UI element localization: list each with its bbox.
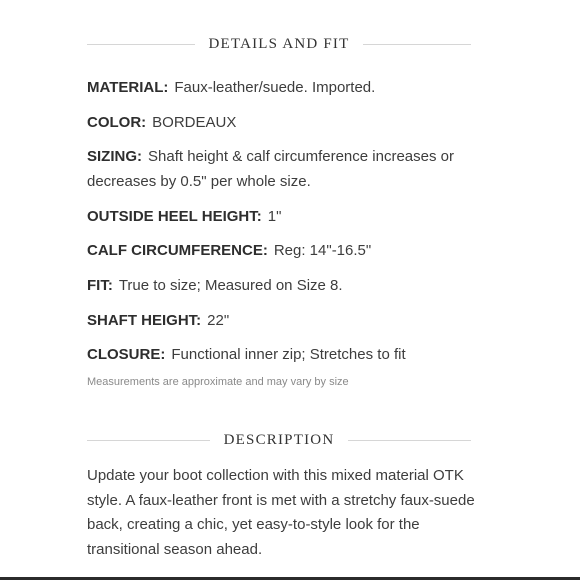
detail-value: Faux-leather/suede. Imported. — [174, 79, 376, 96]
detail-row-fit — [87, 273, 477, 298]
header-rule-left — [87, 44, 195, 45]
detail-label: CALF CIRCUMFERENCE: — [87, 242, 268, 259]
detail-row-closure — [87, 342, 477, 367]
detail-value: Reg: 14"-16.5" — [273, 242, 372, 259]
detail-value: 22" — [207, 312, 230, 329]
description-text: Update your boot collection with this mixed material OTK style. A faux-leather front is met with a stretchy faux-suede back, creating a chic, yet easy-to-style look for the transitional season ahead. — [87, 467, 475, 558]
detail-row-shaft-height — [87, 308, 477, 333]
header-rule-right — [363, 44, 471, 45]
detail-label: OUTSIDE HEEL HEIGHT: — [87, 208, 262, 225]
detail-row-heel-height — [87, 204, 477, 229]
detail-row-calf-circumference — [87, 238, 477, 263]
detail-row-color — [87, 110, 477, 135]
detail-label: CLOSURE: — [87, 346, 166, 363]
detail-row-material — [87, 75, 477, 100]
details-and-fit-header — [87, 34, 471, 54]
measurements-note: Measurements are approximate and may vary by size — [87, 376, 349, 388]
detail-value: Shaft height & calf circumference increases or decreases by 0.5" per whole size. — [87, 148, 454, 190]
detail-label: SIZING: — [87, 148, 142, 165]
detail-value: 1" — [267, 208, 282, 225]
header-rule-right — [348, 440, 471, 441]
detail-value: BORDEAUX — [152, 114, 237, 131]
detail-label: COLOR: — [87, 114, 147, 131]
detail-value: True to size; Measured on Size 8. — [118, 277, 343, 294]
details-section-title: DETAILS AND FIT — [208, 35, 350, 52]
detail-row-sizing — [87, 144, 477, 194]
description-section-title: DESCRIPTION — [223, 431, 335, 448]
detail-label: MATERIAL: — [87, 79, 169, 96]
detail-label: SHAFT HEIGHT: — [87, 312, 202, 329]
header-rule-left — [87, 440, 210, 441]
detail-label: FIT: — [87, 277, 113, 294]
description-header — [87, 430, 471, 450]
detail-value: Functional inner zip; Stretches to fit — [171, 346, 406, 363]
